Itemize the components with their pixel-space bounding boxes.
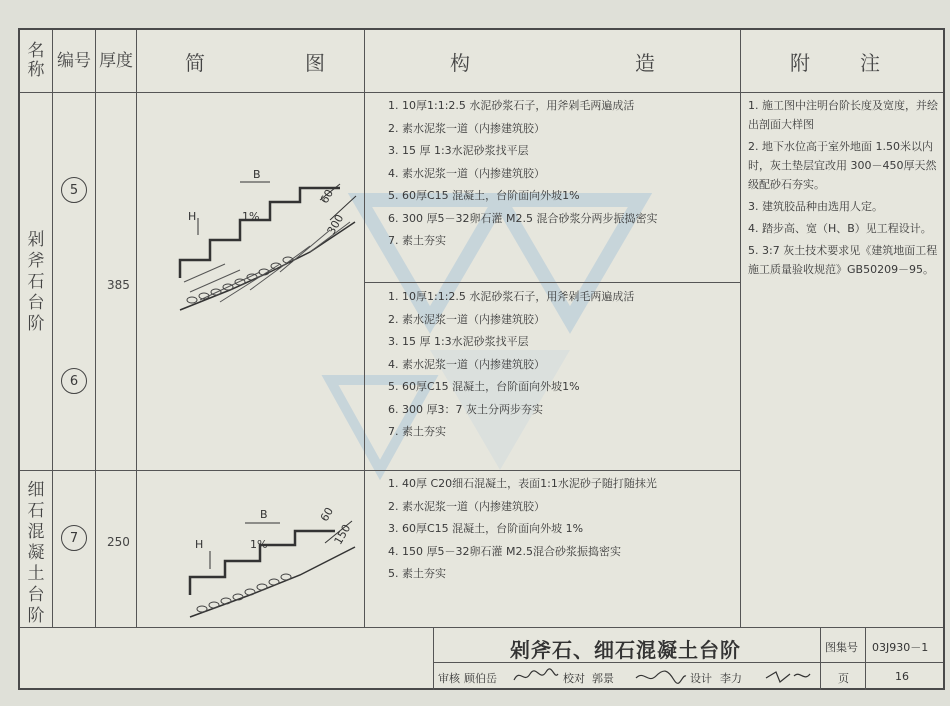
construction-7-step: 2. 素水泥浆一道（内掺建筑胶） — [388, 499, 545, 513]
design-label: 设计 — [690, 672, 712, 685]
note-item: 2. 地下水位高于室外地面 1.50米以内时，灰土垫层宜改用 300－450厚天然级配砂石夯实。 — [748, 140, 937, 191]
construction-6-step: 6. 300 厚3：7 灰土分两步夯实 — [388, 402, 543, 416]
note-item: 4. 踏步高、宽（H、B）见工程设计。 — [748, 222, 932, 235]
header-number: 编号 — [57, 50, 91, 71]
dim-300-label: 300 — [324, 212, 347, 237]
check-label: 校对 — [563, 672, 585, 685]
header-name: 名称 — [27, 41, 45, 80]
header-sketch-left: 简 — [185, 50, 205, 75]
construction-list-7 — [388, 473, 657, 586]
dim-60-label-1: 60 — [317, 187, 337, 206]
header-notes-left: 附 — [790, 50, 810, 75]
dim-150-label: 150 — [331, 522, 354, 547]
construction-7-step: 4. 150 厚5－32卵石灌 M2.5混合砂浆振捣密实 — [388, 544, 621, 558]
slope-label-2: 1% — [250, 538, 268, 551]
page-number: 16 — [895, 670, 909, 683]
header-sketch-right: 图 — [305, 50, 325, 75]
construction-list-6 — [388, 286, 634, 444]
header-thickness: 厚度 — [99, 50, 133, 71]
atlas-label: 图集号 — [825, 641, 858, 654]
slope-label-1: 1% — [242, 210, 260, 223]
drawing-sheet — [18, 28, 945, 690]
group2-name: 细石混凝土台阶 — [27, 480, 45, 626]
construction-6-step: 2. 素水泥浆一道（内掺建筑胶） — [388, 312, 545, 326]
construction-7-step: 1. 40厚 C20细石混凝土，表面1:1水泥砂子随打随抹光 — [388, 477, 657, 490]
construction-5-step: 5. 60厚C15 混凝土，台阶面向外坡1% — [388, 189, 580, 202]
item-7-badge: 7 — [61, 525, 87, 551]
dim-60-label-2: 60 — [317, 505, 337, 524]
construction-6-step: 5. 60厚C15 混凝土，台阶面向外坡1% — [388, 380, 580, 393]
group1-name: 剁斧石台阶 — [27, 230, 45, 334]
construction-6-step: 1. 10厚1:1:2.5 水泥砂浆石子，用斧剁毛两遍成活 — [388, 290, 635, 303]
dim-b-label-1: B — [253, 168, 261, 181]
header-construction-left: 构 — [450, 50, 470, 75]
group1-thickness: 385 — [107, 278, 130, 292]
review-label: 审核 — [438, 672, 460, 685]
construction-7-step: 5. 素土夯实 — [388, 567, 446, 580]
construction-5-step: 7. 素土夯实 — [388, 234, 446, 247]
reviewer-signature — [510, 666, 560, 686]
construction-6-step: 7. 素土夯实 — [388, 425, 446, 438]
construction-5-step: 4. 素水泥浆一道（内掺建筑胶） — [388, 166, 545, 180]
designer-signature — [762, 666, 812, 686]
dim-h-label-2: H — [195, 538, 204, 551]
drawing-title: 剁斧石、细石混凝土台阶 — [510, 638, 741, 662]
notes-list — [748, 96, 938, 282]
atlas-number: 03J930－1 — [872, 641, 929, 654]
header-notes-right: 注 — [860, 50, 880, 75]
construction-list-5 — [388, 95, 657, 253]
construction-6-step: 4. 素水泥浆一道（内掺建筑胶） — [388, 357, 545, 371]
construction-5-step: 2. 素水泥浆一道（内掺建筑胶） — [388, 121, 545, 135]
note-item: 5. 3:7 灰土技术要求见《建筑地面工程施工质量验收规范》GB50209－95。 — [748, 244, 938, 276]
dim-h-label-1: H — [188, 210, 197, 223]
group2-thickness: 250 — [107, 535, 130, 549]
designer-name: 李力 — [720, 672, 742, 685]
page-label: 页 — [838, 672, 849, 685]
note-item: 3. 建筑胶品种由选用人定。 — [748, 200, 883, 213]
item-6-badge: 6 — [61, 368, 87, 394]
construction-7-step: 3. 60厚C15 混凝土，台阶面向外坡 1% — [388, 522, 584, 535]
reviewer-name: 顾伯岳 — [464, 672, 497, 685]
header-construction-right: 造 — [635, 50, 655, 75]
stair-section-sketch-7 — [170, 485, 365, 625]
checker-name: 郭景 — [592, 672, 614, 685]
construction-5-step: 3. 15 厚 1:3水泥砂浆找平层 — [388, 144, 529, 157]
stair-section-sketch-5-6 — [170, 160, 365, 320]
construction-5-step: 1. 10厚1:1:2.5 水泥砂浆石子，用斧剁毛两遍成活 — [388, 99, 635, 112]
checker-signature — [632, 666, 688, 686]
item-5-badge: 5 — [61, 177, 87, 203]
construction-6-step: 3. 15 厚 1:3水泥砂浆找平层 — [388, 335, 529, 348]
dim-b-label-2: B — [260, 508, 268, 521]
construction-5-step: 6. 300 厚5－32卵石灌 M2.5 混合砂浆分两步振捣密实 — [388, 211, 658, 225]
note-item: 1. 施工图中注明台阶长度及宽度，并绘出剖面大样图 — [748, 99, 938, 131]
